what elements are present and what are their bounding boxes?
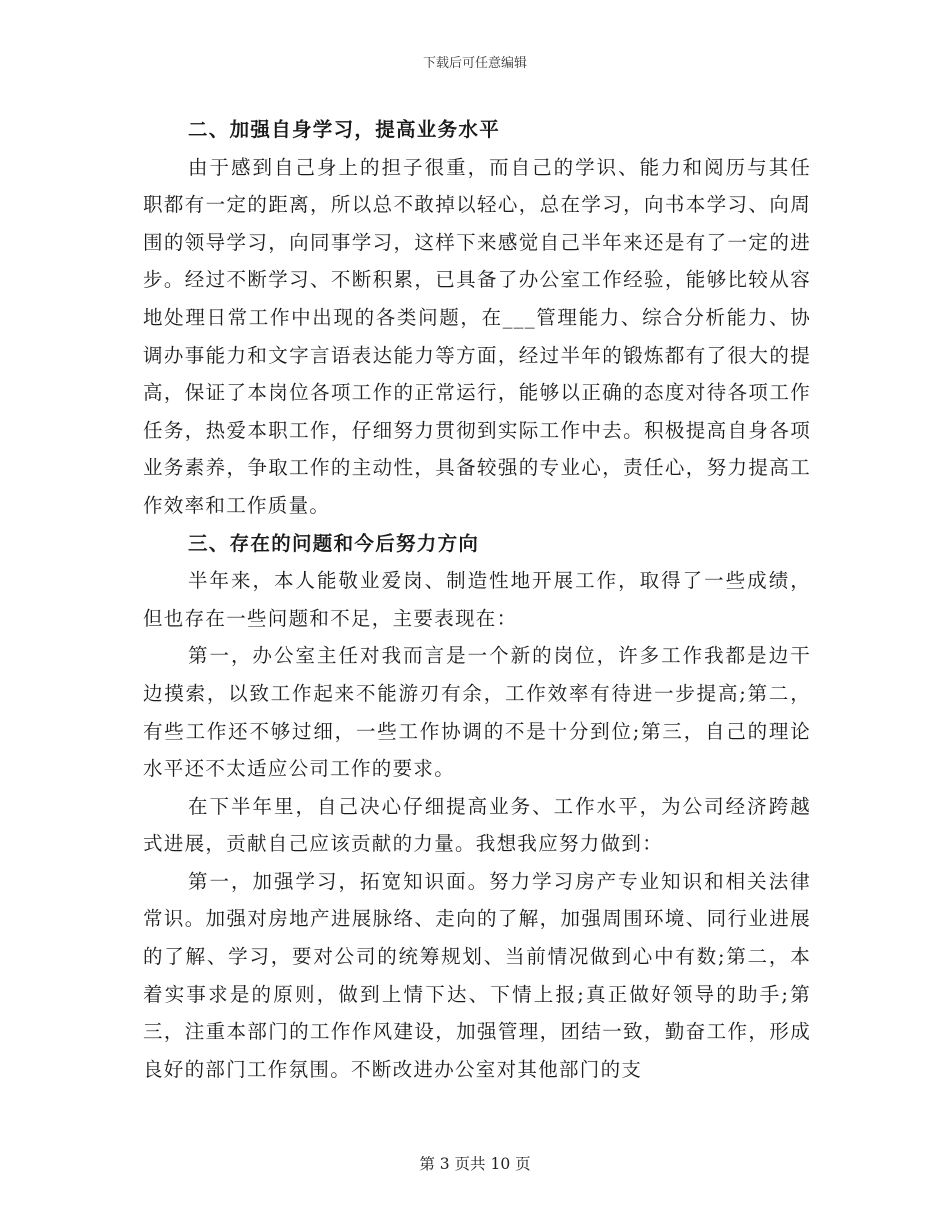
document-body — [143, 111, 811, 1088]
section-heading-2: 二、加强自身学习，提高业务水平 — [188, 118, 501, 141]
paragraph-3-3: 在下半年里，自己决心仔细提高业务、工作水平，为公司经济跨越式进展，贡献自己应该贡献的力量。我想我应努力做到： — [143, 794, 811, 856]
paragraph-3-2: 第一，办公室主任对我而言是一个新的岗位，许多工作我都是边干边摸索，以致工作起来不能游刃有余，工作效率有待进一步提高;第二，有些工作还不够过细，一些工作协调的不是十分到位;第三，自己的理论水平还不太适应公司工作的要求。 — [143, 644, 811, 781]
paragraph-3-1: 半年来，本人能敬业爱岗、制造性地开展工作，取得了一些成绩，但也存在一些问题和不足，主要表现在： — [143, 569, 811, 630]
page-header: 下载后可任意编辑 — [422, 56, 527, 71]
paragraph-2-1: 由于感到自己身上的担子很重，而自己的学识、能力和阅历与其任职都有一定的距离，所以总不敢掉以轻心，总在学习，向书本学习、向周围的领导学习，向同事学习，这样下来感觉自己半年来还是有了一定的进步。经过不断学习、不断积累，已具备了办公室工作经验，能够比较从容地处理日常工作中出现的各类问题，在___管理能力、综合分析能力、协调办事能力和文字言语表达能力等方面，经过半年的锻炼都有了很大的提高，保证了本岗位各项工作的正常运行，能够以正确的态度对待各项工作任务，热爱本职工作，仔细努力贯彻到实际工作中去。积极提高自身各项业务素养，争取工作的主动性，具备较强的专业心，责任心，努力提高工作效率和工作质量。 — [143, 155, 811, 517]
section-heading-3: 三、存在的问题和今后努力方向 — [188, 531, 480, 555]
page-number-footer: 第 3 页共 10 页 — [419, 1155, 531, 1173]
paragraph-3-4: 第一，加强学习，拓宽知识面。努力学习房产专业知识和相关法律常识。加强对房地产进展脉络、走向的了解，加强周围环境、同行业进展的了解、学习，要对公司的统筹规划、当前情况做到心中有数;第二，本着实事求是的原则，做到上情下达、下情上报;真正做好领导的助手;第三，注重本部门的工作作风建设，加强管理，团结一致，勤奋工作，形成良好的部门工作氛围。不断改进办公室对其他部门的支 — [143, 869, 811, 1081]
